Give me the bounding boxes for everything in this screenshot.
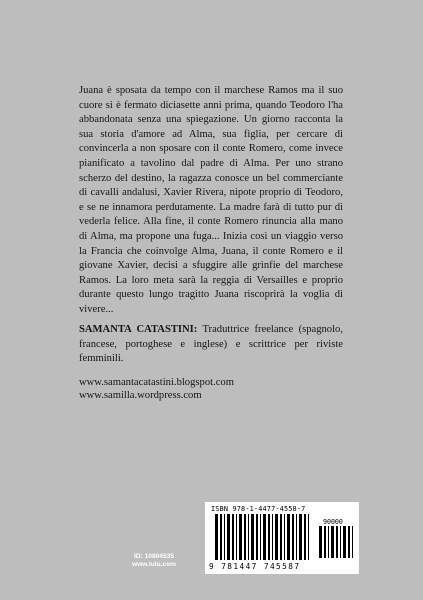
author-wordpress-link[interactable]: www.samilla.wordpress.com [79,389,202,401]
publisher-footer [128,553,180,569]
book-synopsis: Juana è sposata da tempo con il marchese Ramos ma il suo cuore si è fermato diciasette anni prima, quando Teodoro l'ha abbandonata senza una spiegazione. Un giorno racconta la sua storia d'amore ad Alma, sua figlia, per cercare di convincerla a non sposare con il conte Romero, come invece pianificato a tavolino dal padre di Alma. Per uno strano scherzo del destino, la ragazza conosce un bel commerciante di cavalli andalusi, Xavier Rivera, nipote proprio di Teodoro, e se ne innamora perdutamente. La madre farà di tutto pur di vederla felice. Alla fine, il conte Romero rinuncia alla mano di Alma, ma propone una fuga... Inizia così un viaggio verso la Francia che coinvolge Alma, Juana, il conte Romero e il giovane Xavier, decisi a sfuggire alle grinfie del marchese Ramos. La loro meta sarà la reggia di Versailles e proprio durante questo lungo tragitto Juana riscoprirà la voglia di vivere... [79,85,343,315]
author-name: SAMANTA CATASTINI: [79,324,198,335]
author-description: Traduttrice freelance (spagnolo, francese, portoghese e inglese) e scrittrice per riviste femminili. [79,324,343,365]
barcode-digits: 9 781447 745587 [209,562,301,571]
lulu-id: ID: 10804535 [134,553,174,560]
author-blog-link[interactable]: www.samantacatastini.blogspot.com [79,377,234,388]
isbn-label: ISBN 978-1-4477-4558-7 [211,505,306,513]
lulu-site: www.lulu.com [131,561,177,569]
price-code: 90000 [323,518,343,526]
isbn-barcode [205,502,359,574]
author-links [79,377,343,402]
author-bio [79,323,343,367]
